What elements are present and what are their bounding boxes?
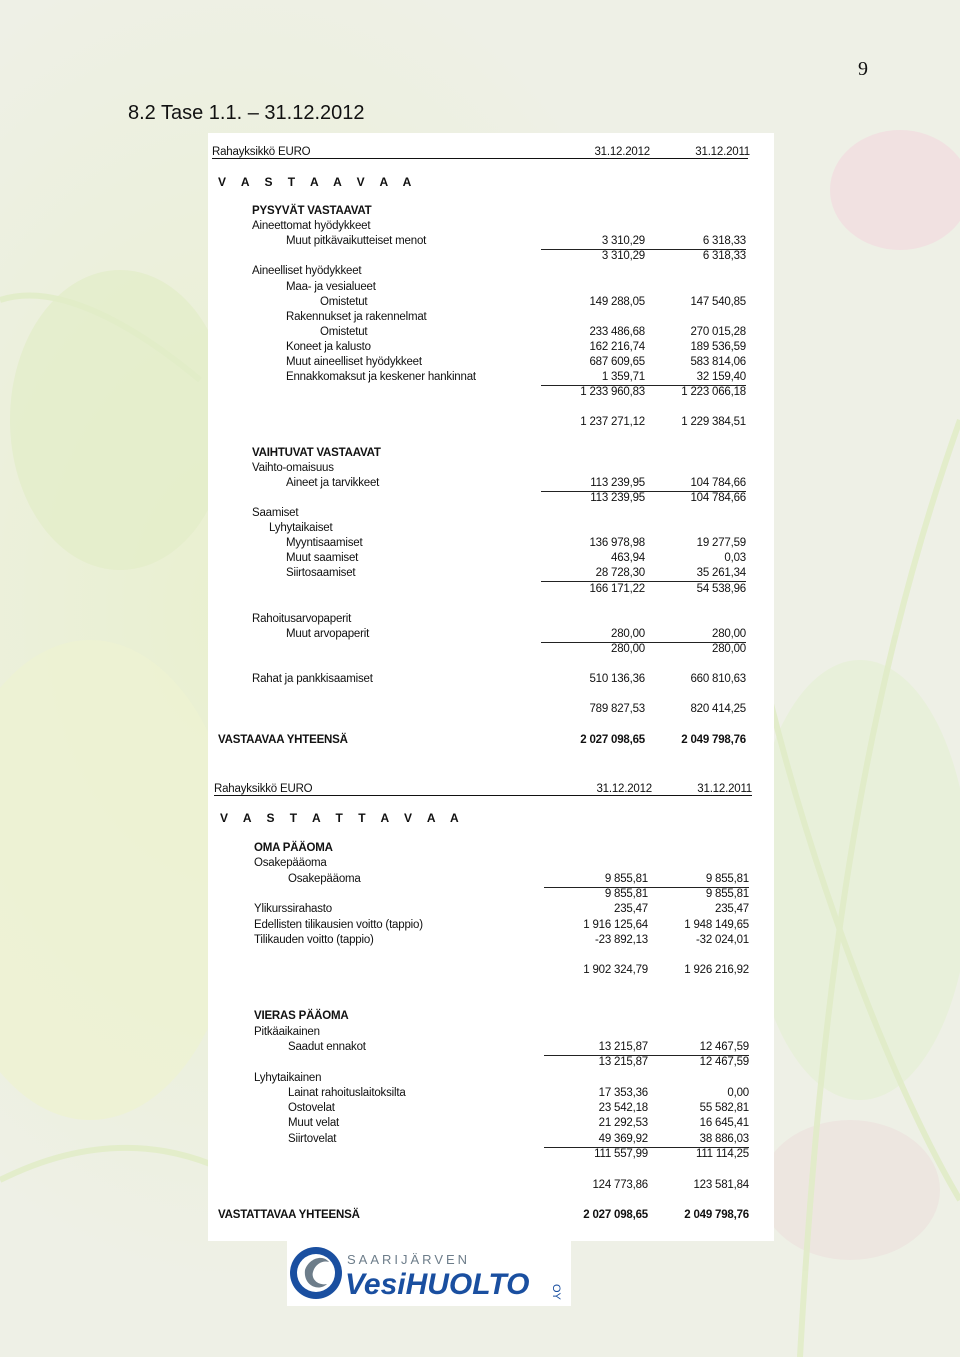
table-row: [208, 717, 768, 731]
value-2012: 13 215,87: [598, 1040, 648, 1053]
value-2012: 510 136,36: [589, 673, 645, 686]
value-2012: 13 215,87: [598, 1056, 648, 1069]
value-2012: 17 353,36: [598, 1086, 648, 1099]
value-2011: 0,00: [727, 1086, 749, 1099]
table-row: [208, 431, 768, 445]
value-2011: 104 784,66: [690, 476, 746, 489]
value-2011: 660 810,63: [690, 673, 746, 686]
value-2012: 124 773,86: [592, 1178, 648, 1191]
value-2012: 49 369,92: [598, 1132, 648, 1145]
row-label: Tilikauden voitto (tappio): [254, 933, 374, 946]
value-2011: 6 318,33: [702, 235, 746, 248]
table-row: [208, 1040, 768, 1054]
value-2012: 789 827,53: [589, 703, 645, 716]
table-row: [208, 841, 768, 855]
value-2012: 9 855,81: [604, 887, 648, 900]
page-number: 9: [858, 58, 868, 80]
table-row: [208, 1116, 768, 1130]
table-row: [208, 856, 768, 870]
assets-section-title: V A S T A A V A A: [218, 175, 418, 189]
table-row: [208, 1071, 768, 1085]
value-2012: 111 557,99: [594, 1148, 648, 1160]
row-label: Muut arvopaperit: [286, 627, 370, 640]
table-row: [208, 902, 768, 916]
value-2011: 9 855,81: [705, 872, 749, 885]
table-row: [208, 355, 768, 369]
assets-header: [212, 145, 752, 159]
unit-label: Rahayksikkö EURO: [212, 146, 311, 158]
row-label: Lyhytaikainen: [254, 1071, 322, 1084]
row-label: Lyhytaikaiset: [269, 522, 333, 535]
value-2012: 23 542,18: [598, 1102, 648, 1115]
row-label: Rahoitusarvopaperit: [252, 612, 352, 625]
table-row: [208, 948, 768, 962]
row-label: Omistetut: [320, 295, 368, 308]
row-label: Muut aineelliset hyödykkeet: [286, 356, 422, 368]
liabilities-section-title: V A S T A T T A V A A: [220, 811, 465, 825]
balance-sheet-liabilities: [208, 773, 774, 1241]
table-row: [208, 963, 768, 977]
row-label: Saadut ennakot: [288, 1040, 366, 1053]
company-logo: [287, 1240, 571, 1306]
table-row: [208, 521, 768, 535]
table-row: [208, 476, 768, 490]
table-row: [208, 1193, 768, 1207]
table-row: [208, 1162, 768, 1176]
table-row: [208, 1086, 768, 1100]
table-row: [208, 627, 768, 641]
value-2011: 0,03: [724, 552, 746, 565]
table-row: [208, 280, 768, 294]
table-row: [208, 506, 768, 520]
section-heading: 8.2 Tase 1.1. – 31.12.2012: [128, 102, 365, 124]
table-row: [208, 340, 768, 354]
row-label: Omistetut: [320, 325, 368, 338]
row-label: Lainat rahoituslaitoksilta: [288, 1086, 406, 1099]
row-label: Muut saamiset: [286, 552, 359, 565]
table-row: [208, 1132, 768, 1146]
table-row: [208, 1101, 768, 1115]
row-label: VAIHTUVAT VASTAAVAT: [252, 446, 381, 459]
value-2012: 113 239,95: [590, 491, 645, 504]
table-row: [208, 979, 768, 993]
value-2011: 35 261,34: [696, 567, 746, 580]
value-2012: 2 027 098,65: [580, 733, 645, 746]
row-label: Pitkäaikainen: [254, 1025, 320, 1038]
value-2012: 1 233 960,83: [580, 386, 645, 399]
row-label: Koneet ja kalusto: [286, 340, 371, 353]
table-row: [208, 219, 768, 233]
value-2012: 113 239,95: [590, 476, 645, 489]
table-row: [208, 551, 768, 565]
table-row: [208, 657, 768, 671]
unit-label: Rahayksikkö EURO: [214, 783, 313, 795]
table-row: [208, 918, 768, 932]
value-2011: 123 581,84: [693, 1178, 749, 1191]
value-2011: 270 015,28: [690, 325, 746, 338]
logo-big-text: VesiHUOLTO: [345, 1268, 530, 1301]
value-2012: 687 609,65: [589, 356, 645, 368]
table-row: [208, 702, 768, 716]
value-2011: 1 229 384,51: [681, 416, 746, 429]
table-row: [208, 887, 768, 901]
value-2012: 9 855,81: [604, 872, 648, 885]
row-label: VIERAS PÄÄOMA: [254, 1010, 349, 1023]
row-label: Osakepääoma: [288, 872, 361, 885]
table-row: [208, 325, 768, 339]
value-2011: 280,00: [712, 627, 746, 640]
balance-sheet-assets: [208, 133, 774, 773]
table-row: [208, 249, 768, 263]
value-2011: 235,47: [715, 903, 749, 916]
row-label: Aineelliset hyödykkeet: [252, 265, 362, 278]
value-2011: 583 814,06: [690, 356, 746, 368]
table-row: [208, 612, 768, 626]
value-2012: 233 486,68: [589, 325, 645, 338]
table-row: [208, 446, 768, 460]
value-2012: 1 359,71: [601, 371, 645, 384]
value-2012: 1 237 271,12: [580, 416, 645, 429]
value-2011: 111 114,25: [696, 1148, 749, 1160]
row-label: Siirtovelat: [288, 1132, 337, 1145]
value-2011: 19 277,59: [696, 537, 746, 550]
row-label: Siirtosaamiset: [286, 567, 356, 580]
column-header-2011: 31.12.2011: [697, 783, 752, 795]
value-2012: 1 916 125,64: [583, 918, 648, 931]
value-2012: 235,47: [614, 903, 648, 916]
row-label: Aineettomat hyödykkeet: [252, 220, 371, 233]
table-row: [208, 1208, 768, 1222]
row-label: Maa- ja vesialueet: [286, 280, 376, 293]
value-2011: 9 855,81: [705, 887, 749, 900]
row-label: Saamiset: [252, 507, 299, 519]
table-row: [208, 204, 768, 218]
table-row: [208, 234, 768, 248]
row-label: Aineet ja tarvikkeet: [286, 476, 380, 489]
value-2011: 189 536,59: [690, 340, 746, 353]
table-row: [208, 461, 768, 475]
table-row: [208, 582, 768, 596]
row-label: Myyntisaamiset: [286, 537, 363, 550]
row-label: Vaihto-omaisuus: [252, 461, 334, 474]
logo-suffix: OY: [550, 1284, 562, 1300]
table-row: [208, 933, 768, 947]
value-2011: 54 538,96: [696, 582, 746, 595]
table-row: [208, 295, 768, 309]
row-label: Muut velat: [288, 1117, 340, 1130]
value-2011: 147 540,85: [690, 295, 746, 308]
row-label: Rakennukset ja rakennelmat: [286, 310, 427, 323]
value-2012: 162 216,74: [589, 340, 645, 353]
table-row: [208, 536, 768, 550]
table-row: [208, 1178, 768, 1192]
table-row: [208, 370, 768, 384]
table-row: [208, 597, 768, 611]
table-row: [208, 872, 768, 886]
value-2011: 1 223 066,18: [681, 386, 746, 399]
table-row: [208, 1055, 768, 1069]
row-label: Ennakkomaksut ja keskener hankinnat: [286, 371, 476, 384]
row-label: Edellisten tilikausien voitto (tappio): [254, 918, 423, 931]
value-2012: 3 310,29: [601, 250, 645, 263]
row-label: Ostovelat: [288, 1102, 335, 1115]
table-row: [208, 642, 768, 656]
row-label: OMA PÄÄOMA: [254, 842, 333, 854]
value-2012: 2 027 098,65: [583, 1209, 648, 1222]
table-row: [208, 385, 768, 399]
value-2012: 3 310,29: [601, 235, 645, 248]
value-2011: 280,00: [712, 642, 746, 655]
table-row: [208, 400, 768, 414]
column-header-2012: 31.12.2012: [594, 146, 650, 158]
row-label: PYSYVÄT VASTAAVAT: [252, 205, 372, 217]
table-row: [208, 733, 768, 747]
value-2012: 166 171,22: [589, 582, 645, 595]
value-2012: 280,00: [611, 642, 645, 655]
table-row: [208, 566, 768, 580]
table-row: [208, 672, 768, 686]
row-label: Osakepääoma: [254, 857, 327, 870]
value-2012: 280,00: [611, 627, 645, 640]
column-header-2011: 31.12.2011: [695, 146, 750, 158]
liabilities-header: [214, 782, 754, 796]
value-2012: 149 288,05: [589, 295, 645, 308]
table-row: [208, 310, 768, 324]
row-label: Ylikurssirahasto: [254, 903, 332, 916]
row-label: Rahat ja pankkisaamiset: [252, 673, 373, 686]
value-2011: 38 886,03: [699, 1132, 749, 1145]
value-2011: 104 784,66: [690, 491, 746, 504]
value-2011: -32 024,01: [696, 933, 749, 946]
value-2012: 463,94: [611, 552, 645, 565]
table-row: [208, 1025, 768, 1039]
value-2012: 1 902 324,79: [583, 964, 648, 977]
logo-small-text: SAARIJÄRVEN: [347, 1252, 471, 1267]
value-2011: 2 049 798,76: [681, 733, 746, 746]
value-2011: 55 582,81: [699, 1102, 749, 1115]
value-2011: 1 948 149,65: [684, 918, 749, 931]
table-row: [208, 1147, 768, 1161]
header-rule: [214, 795, 752, 796]
value-2011: 12 467,59: [699, 1056, 749, 1069]
table-row: [208, 415, 768, 429]
value-2011: 1 926 216,92: [684, 964, 749, 977]
table-row: [208, 264, 768, 278]
value-2012: 136 978,98: [589, 537, 645, 550]
table-row: [208, 491, 768, 505]
value-2011: 820 414,25: [690, 703, 746, 716]
table-row: [208, 1009, 768, 1023]
value-2011: 12 467,59: [699, 1040, 749, 1053]
row-label: VASTAAVAA YHTEENSÄ: [218, 733, 348, 746]
value-2011: 32 159,40: [696, 371, 746, 384]
value-2012: 28 728,30: [595, 567, 645, 580]
row-label: Muut pitkävaikutteiset menot: [286, 235, 427, 248]
value-2012: -23 892,13: [595, 933, 648, 946]
value-2012: 21 292,53: [598, 1117, 648, 1130]
header-rule: [212, 158, 748, 159]
table-row: [208, 994, 768, 1008]
value-2011: 16 645,41: [699, 1117, 749, 1130]
value-2011: 6 318,33: [702, 250, 746, 263]
value-2011: 2 049 798,76: [684, 1209, 749, 1222]
column-header-2012: 31.12.2012: [596, 783, 652, 795]
table-row: [208, 687, 768, 701]
row-label: VASTATTAVAA YHTEENSÄ: [218, 1209, 360, 1222]
